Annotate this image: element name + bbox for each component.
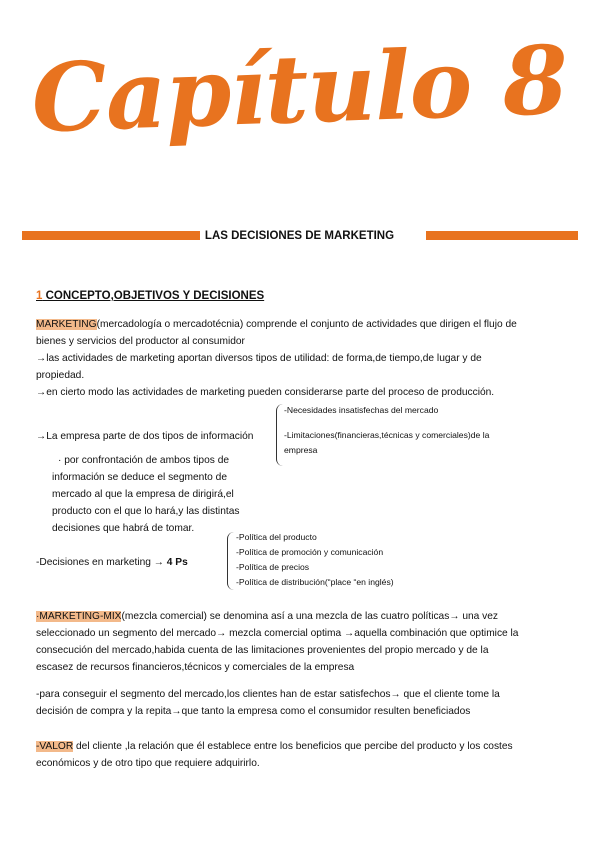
section-title-text: CONCEPTO,OBJETIVOS Y DECISIONES <box>42 290 265 302</box>
mix-line3: consecución del mercado,habida cuenta de las limitaciones provenientes del propio mercado y de la <box>36 645 489 656</box>
marketing-def-line1: (mercadología o mercadotécnia) comprende el conjunto de actividades que dirigen el flujo de <box>96 319 517 330</box>
mix-line4: escasez de recursos financieros,técnicos y comerciales de la empresa <box>36 662 355 673</box>
note-line1: · por confrontación de ambos tipos de <box>58 455 230 466</box>
valor-line1: del cliente ,la relación que él establece entre los beneficios que percibe del producto y los costes <box>73 741 513 752</box>
mix-line1: (mezcla comercial) se denomina así a una mezcla de las cuatro políticas→ una vez <box>121 611 499 622</box>
info-item-limits: -Limitaciones(financieras,técnicas y comerciales)de la <box>284 430 490 440</box>
decisions-lead-text: -Decisiones en marketing → <box>36 557 167 568</box>
valor-line2: económicos y de otro tipo que requiere adquirirlo. <box>36 758 260 769</box>
marketing-term: MARKETING <box>36 319 97 330</box>
section-heading: LAS DECISIONES DE MARKETING <box>204 230 395 242</box>
marketing-mix-paragraph <box>36 608 576 676</box>
decisions-brace <box>227 532 234 590</box>
segment-line1: -para conseguir el segmento del mercado,los clientes han de estar satisfechos→ que el cliente tome la <box>36 689 500 700</box>
policy-price: -Política de precios <box>236 562 310 572</box>
mix-line2: seleccionado un segmento del mercado→ mezcla comercial optima →aquella combinación que optimice la <box>36 628 519 639</box>
production-line: →en cierto modo las actividades de marketing pueden considerarse parte del proceso de producción. <box>36 387 495 398</box>
confrontation-note <box>52 452 282 537</box>
policy-promotion: -Política de promoción y comunicación <box>236 547 384 557</box>
marketing-def-line2: bienes y servicios del productor al consumidor <box>36 336 245 347</box>
utility-line2: propiedad. <box>36 370 85 381</box>
note-line2: información se deduce el segmento de <box>52 472 227 483</box>
section-number: 1 <box>36 290 43 302</box>
policy-product: -Política del producto <box>236 532 317 542</box>
info-list <box>284 403 544 458</box>
policy-distribution: -Política de distribución(“place “en inglés) <box>236 577 394 587</box>
decisions-lead <box>36 554 236 571</box>
note-line3: mercado al que la empresa de dirigirá,el <box>52 489 234 500</box>
note-line4: producto con el que lo hará,y las distintas <box>52 506 240 517</box>
decisions-list <box>236 530 496 590</box>
info-lead: →La empresa parte de dos tipos de información <box>36 431 254 442</box>
valor-paragraph <box>36 738 576 772</box>
section-title <box>36 290 264 302</box>
segment-line2: decisión de compra y la repita→que tanto la empresa como el consumidor resulten beneficiados <box>36 706 471 717</box>
four-ps: 4 Ps <box>166 557 188 568</box>
valor-term: -VALOR <box>36 741 74 752</box>
info-item-company: empresa <box>284 445 318 455</box>
segment-paragraph <box>36 686 576 720</box>
note-line5: decisiones que habrá de tomar. <box>52 523 195 534</box>
info-item-needs: -Necesidades insatisfechas del mercado <box>284 405 439 415</box>
utility-line1: →las actividades de marketing aportan diversos tipos de utilidad: de forma,de tiempo,de lugar y de <box>36 353 482 364</box>
chapter-title: Capítulo 8 <box>30 25 569 155</box>
marketing-definition <box>36 316 576 401</box>
marketing-mix-term: ·MARKETING-MIX <box>36 611 122 622</box>
